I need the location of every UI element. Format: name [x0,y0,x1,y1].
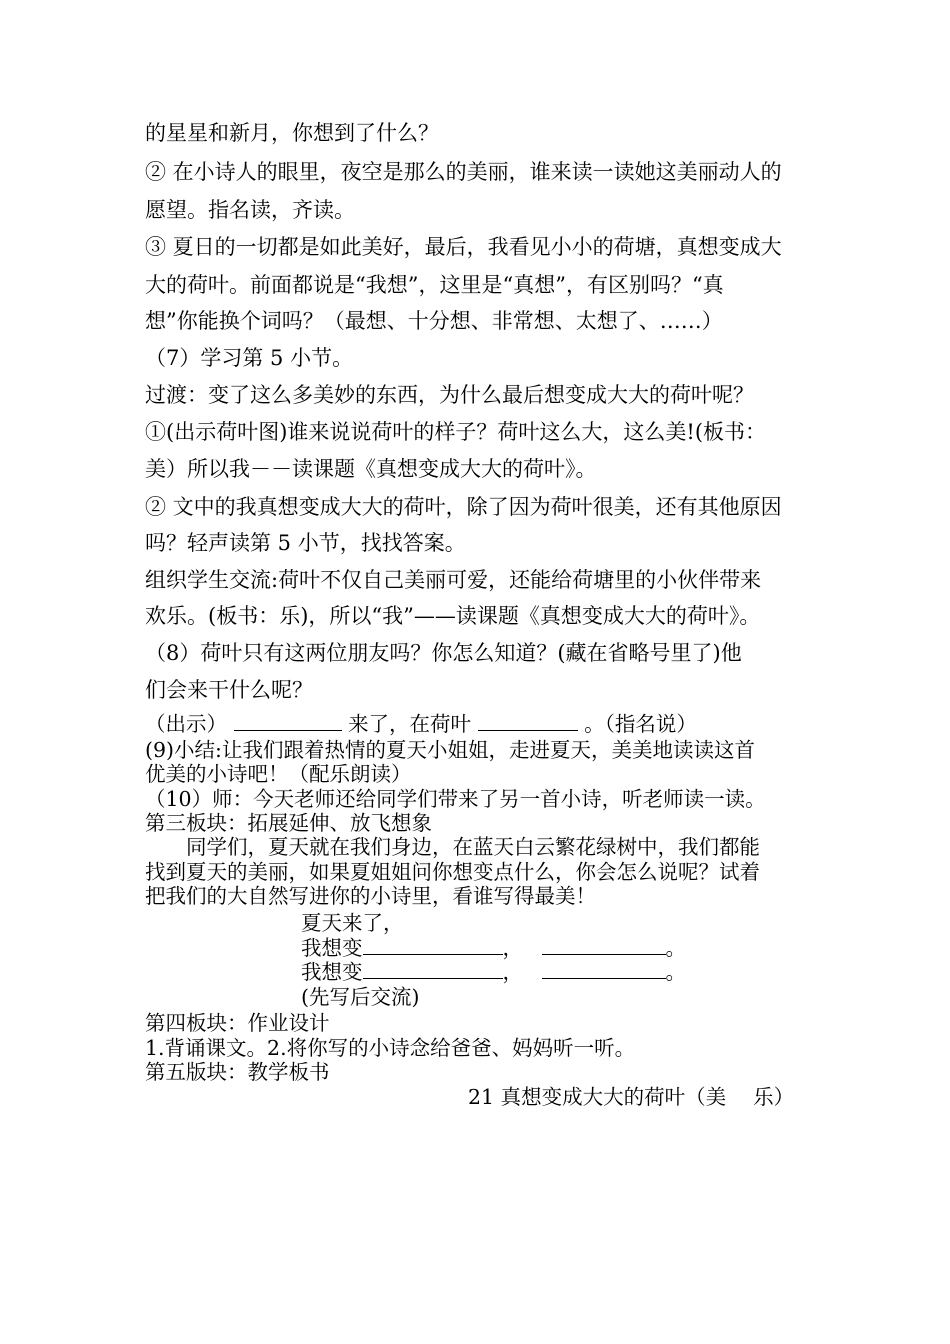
text-line: ③ 夏日的一切都是如此美好，最后，我看见小小的荷塘，真想变成大 [145,235,782,259]
poem-title: 夏天来了， [301,911,404,935]
fill-in-middle: 来了，在荷叶 [348,712,472,736]
text-line: 想”你能换个词吗？（最想、十分想、非常想、太想了、……） [145,309,723,333]
poem-comma: ， [502,960,523,984]
fill-in-prefix: （出示） [145,712,227,736]
text-line: 找到夏天的美丽，如果夏姐姐问你想变点什么，你会怎么说呢？试着 [145,860,760,884]
text-line: ② 在小诗人的眼里，夜空是那么的美丽，谁来读一读她这美丽动人的 [145,160,782,184]
answer-blank[interactable] [478,712,578,731]
text-line: 们会来干什么呢？ [145,678,313,702]
poem-note: (先写后交流) [301,985,420,1009]
poem-end: 。 [665,936,687,960]
answer-blank[interactable] [234,712,342,731]
text-line: 美）所以我－－读课题《真想变成大大的荷叶》。 [145,457,597,481]
text-line: （10）师：今天老师还给同学们带来了另一首小诗，听老师读一读。 [145,787,766,811]
answer-blank[interactable] [542,936,666,955]
answer-blank[interactable] [542,960,666,979]
section-heading: 第五版块：教学板书 [145,1060,330,1084]
text-line: 过渡：变了这么多美妙的东西，为什么最后想变成大大的荷叶呢？ [145,383,754,407]
poem-prefix: 我想变 [301,936,363,960]
text-line: 吗？轻声读第 5 小节，找找答案。 [145,531,466,555]
poem-end: 。 [665,960,687,984]
text-line: 欢乐。(板书：乐)，所以“我”——读课题《真想变成大大的荷叶》。 [145,604,761,628]
text-line: 把我们的大自然写进你的小诗里，看谁写得最美！ [145,884,596,908]
text-line: 同学们，夏天就在我们身边，在蓝天白云繁花绿树中，我们都能 [145,835,760,859]
answer-blank[interactable] [363,936,503,955]
text-line: 大的荷叶。前面都说是“我想”，这里是“真想”，有区别吗？“真 [145,273,724,297]
poem-prefix: 我想变 [301,960,363,984]
fill-in-line [145,711,697,737]
text-line: （7）学习第 5 小节。 [145,346,354,370]
text-line: （8）荷叶只有这两位朋友吗？你怎么知道？(藏在省略号里了)他 [145,641,742,665]
text-line: 1.背诵课文。2.将你写的小诗念给爸爸、妈妈听一听。 [145,1036,636,1060]
text-line: ② 文中的我真想变成大大的荷叶，除了因为荷叶很美，还有其他原因 [145,495,782,519]
poem-line [301,935,686,961]
poem-comma: ， [502,936,523,960]
text-line: 组织学生交流:荷叶不仅自己美丽可爱，还能给荷塘里的小伙伴带来 [145,568,762,592]
blackboard-title: 21 真想变成大大的荷叶（美 乐） [468,1085,795,1109]
text-line: 的星星和新月，你想到了什么？ [145,121,439,145]
text-line: 愿望。指名读，齐读。 [145,198,355,222]
text-line: ①(出示荷叶图)谁来说说荷叶的样子？荷叶这么大，这么美!(板书： [145,420,767,444]
text-line: 优美的小诗吧！（配乐朗读） [145,762,412,786]
section-heading: 第三板块：拓展延伸、放飞想象 [145,811,432,835]
text-line: (9)小结:让我们跟着热情的夏天小姐姐，走进夏天，美美地读读这首 [145,738,755,762]
fill-in-suffix: 。（指名说） [584,712,697,736]
poem-line [301,959,686,985]
section-heading: 第四板块：作业设计 [145,1011,330,1035]
answer-blank[interactable] [363,960,503,979]
